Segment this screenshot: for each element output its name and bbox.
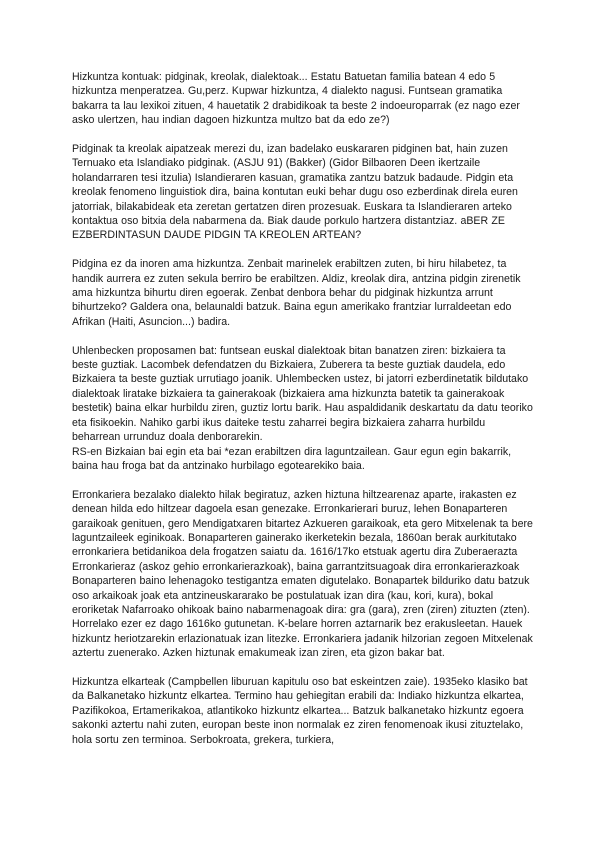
document-body: [72, 70, 534, 761]
paragraph-pidgin-kreol: Pidginak ta kreolak aipatzeak merezi du, izan badelako euskararen pidginen bat, hain zuzen Ternuako eta Islandiako pidginak. (ASJU 91) (Bakker) (Gidor Bilbaoren Deen ikertzaile holandarraren tesi itzulia) Islandieraren kasuan, gramatika zantzu batzuk badaude. Pidgin eta kreolak fenomeno linguistiok dira, baina kontutan euki behar dugu oso ezberdinak direla euren jatorriak, bilakabideak eta zeretan gertatzen diren prozesuak. Euskara ta Islandieraren arteko kontaktua oso bitxia dela nabarmena da. Biak daude porkulo hartzera distantziaz. aBER ZE EZBERDINTASUN DAUDE PIDGIN TA KREOLEN ARTEAN?: [72, 143, 518, 242]
paragraph-hizkuntza-elkarteak: Hizkuntza elkarteak (Campbellen liburuan kapitulu oso bat eskeintzen zaie). 1935eko klasiko bat da Balkanetako hizkuntz elkartea. Termino hau gehiegitan erabili da: Indiako hizkuntza elkartea, Pazifikokoa, Ertamerikakoa, atlantikoko hizkuntz elkartea... Batzuk balkanetako hizkuntz egoera sakonki aztertu nahi zuten, europan beste inon normalak ez ziren fenomenoak ikusi zituztelako, hola sortu zen terminoa. Serbokroata, grekera, turkiera,: [72, 675, 528, 746]
paragraph-rs-bizkaia: RS-en Bizkaian bai egin eta bai *ezan erabiltzen dira laguntzailean. Gaur egun egin bakarrik, baina hau froga bat da antzinako hurbilago egotearekiko baia.: [72, 445, 512, 472]
paragraph-uhlenbeck: Uhlenbecken proposamen bat: funtsean euskal dialektoak bitan banatzen ziren: bizkaiera ta beste guztiak. Lacombek defendatzen du Bizkaiera, Zuberera ta beste guztiak daudela, edo Bizkaiera ta beste guztiak urrutiago joanik. Uhlembecken ustez, bi jatorri ezberdinetatik bildutako dialektoak liratake bizkaiera ta gainerakoak (bizkaiera ama hizkunzta batetik ta gainerakoak bestetik) baina elkar hurbildu ziren, guztiz lortu barik. Hau aspaldidanik deskartatu da datu teoriko eta fisikoekin. Nahiko garbi ikus daiteke testu zaharrei begira bizkaiera zaharra hurbildu beharrean urrunduz doala denborarekin.: [72, 344, 533, 444]
paragraph-kontuak: Hizkuntza kontuak: pidginak, kreolak, dialektoak... Estatu Batuetan familia batean 4 edo 5 hizkuntza menperatzea. Gu,perz. Kupwar hizkuntza, 4 dialekto nagusi. Funtsean gramatika bakarra ta lau lexikoi zituen, 4 hauetatik 2 drabidikoak ta beste 2 indoeuroparrak (ez nago ezer asko ulertzen, hau indian dagoen hizkuntza multzo bat da edo ze?): [72, 71, 520, 127]
paragraph-erronkariera: Erronkariera bezalako dialekto hilak begiratuz, azken hiztuna hiltzearenaz aparte, irakasten ez denean hilda edo hiltzear dagoela esan genezake. Erronkarierari buruz, lehen Bonaparteren garaikoak genituen, gero Mendigatxaren bitartez Azkueren garaikoak, eta gero Mitxelenak ta bere laguntzaileek eginikoak. Bonaparteren gainerako ikerketekin bezala, 1860an berak aurkitutako erronkariera betidanikoa dela frogatzen saiatu da. 1616/17ko etstuak agertu dira Zuberaerazta Erronkarieraz (askoz gehio erronkarierazkoak), baina garrantzitsuagoak dira erronkarierazkoak Bonaparteren baino lehenagoko testigantza ematen digutelako. Bonapartek bilduriko datu batzuk oso arkaikoak joak eta antzineuskararako be postulatuak izan dira (kau, kori, kura), bokal eroriketak Nafarroako ohikoak baino nabarmenagoak dira: gra (gara), zren (ziren) zituzten (zten). Horrelako ezer ez dago 1616ko gutunetan. K-belare horren aztarnarik bez erakusleetan. Hauek hizkuntz heriotzarekin erlazionatuak izan litezke. Erronkariera jadanik hilzorian zegoen Mitxelenak aztertu zuenerako. Azken hiztunak emakumeak izan ziren, eta gizon bakar bat.: [72, 488, 533, 660]
paragraph-pidgina: Pidgina ez da inoren ama hizkuntza. Zenbait marinelek erabiltzen zuten, bi hiru hilabetez, ta handik aurrera ez zuten sekula berriro be erabiltzen. Aldiz, kreolak dira, antzina pidgin zirenetik ama hizkuntza bihurtu diren egoerak. Zenbat denbora behar du pidginak hizkuntza arrunt bihurtzeko? Galdera ona, belaunaldi batzuk. Baina egun amerikako frantziar lurraldeetan edo Afrikan (Haiti, Asuncion...) badira.: [72, 258, 521, 328]
